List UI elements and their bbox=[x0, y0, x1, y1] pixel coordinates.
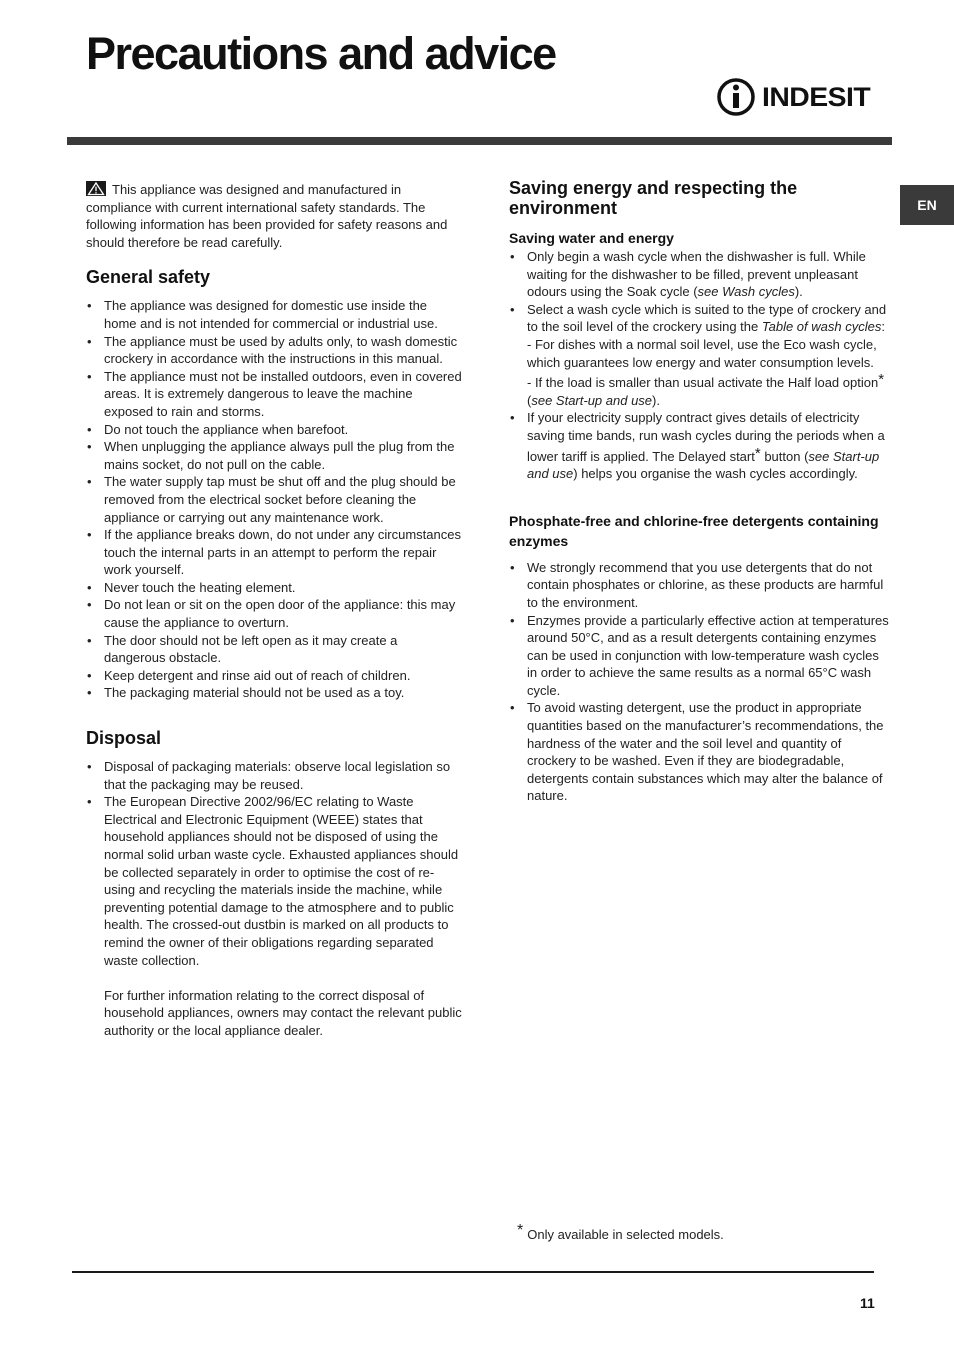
list-item: • Never touch the heating element. bbox=[86, 579, 462, 597]
list-item: • The packaging material should not be used as a toy. bbox=[86, 684, 462, 702]
list-item: • Keep detergent and rinse aid out of reach of children. bbox=[86, 667, 462, 685]
list-item: • Do not lean or sit on the open door of the appliance: this may cause the appliance to overturn. bbox=[86, 596, 462, 631]
list-item: • The appliance was designed for domestic use inside the home and is not intended for commercial or industrial use. bbox=[86, 297, 462, 332]
disposal-list bbox=[86, 758, 462, 1040]
list-item bbox=[86, 793, 462, 1039]
right-column bbox=[509, 178, 889, 805]
list-item: • The water supply tap must be shut off and the plug should be removed from the electrical socket before cleaning the appliance or carrying out any maintenance work. bbox=[86, 473, 462, 526]
list-item: • If the appliance breaks down, do not under any circumstances touch the internal parts in an attempt to perform the repair work yourself. bbox=[86, 526, 462, 579]
list-item: • Do not touch the appliance when barefoot. bbox=[86, 421, 462, 439]
warning-icon bbox=[86, 181, 106, 196]
saving-energy-heading: Saving energy and respecting the environment bbox=[509, 178, 798, 218]
list-item: • Enzymes provide a particularly effective action at temperatures around 50°C, and as a result detergents containing enzymes can be used in conjunction with low-temperature wash cycles in order to achieve the same results as a normal 65°C wash cycle. bbox=[509, 612, 889, 700]
footnote-mark: * bbox=[517, 1222, 524, 1239]
intro-text: This appliance was designed and manufactured in compliance with current international safety standards. The following information has been provided for safety reasons and should therefore be read carefully. bbox=[86, 182, 448, 250]
general-safety-list bbox=[86, 297, 462, 702]
header-rule bbox=[67, 137, 892, 145]
list-item: • Select a wash cycle which is suited to the type of crockery and to the soil level of the crockery using the Table of wash cycles: - For dishes with a normal soil level, use the Eco wash cycle, which guarantees low energy and water consumption levels. - If the load is smaller than usual activate the Half load option* (see Start-up and use). bbox=[509, 301, 889, 410]
list-item: • The appliance must be used by adults only, to wash domestic crockery in accordance with the instructions in this manual. bbox=[86, 333, 462, 368]
cross-reference: see Start-up and use bbox=[531, 392, 653, 408]
general-safety-heading: General safety bbox=[86, 267, 211, 288]
weee-text: • The European Directive 2002/96/EC relating to Waste Electrical and Electronic Equipment (WEEE) states that household appliances should not be disposed of using the normal solid urban waste cycle. Exhausted appliances should be collected separately in order to optimise the cost of re-using and recycling the materials inside the machine, while preventing potential damage to the atmosphere and to public health. The crossed-out dustbin is marked on all products to remind the owner of their obligations regarding separated waste collection. bbox=[104, 794, 459, 968]
brand-logo bbox=[716, 77, 871, 117]
page-number: 11 bbox=[860, 1295, 875, 1311]
sub-note: - If the load is smaller than usual activate the Half load option* (see Start-up and use). bbox=[527, 371, 885, 408]
list-item: • If your electricity supply contract gives details of electricity saving time bands, run wash cycles during the periods when a lower tariff is applied. The Delayed start* button (see Start-up and use) helps you organise the wash cycles accordingly. bbox=[509, 409, 889, 482]
saving-water-list bbox=[509, 248, 889, 483]
brand-name: INDESIT bbox=[762, 81, 871, 112]
intro-paragraph bbox=[86, 181, 462, 251]
indesit-logo-icon bbox=[716, 77, 756, 117]
left-column bbox=[86, 181, 462, 1040]
cross-reference: Table of wash cycles bbox=[761, 319, 882, 335]
list-item: • Disposal of packaging materials: observe local legislation so that the packaging may be reused. bbox=[86, 758, 462, 793]
page-title: Precautions and advice bbox=[86, 28, 556, 79]
cross-reference: see Start-up and use bbox=[527, 448, 880, 482]
sub-note: - For dishes with a normal soil level, use the Eco wash cycle, which guarantees low energy and water consumption levels. bbox=[527, 336, 877, 370]
disposal-heading: Disposal bbox=[86, 728, 162, 749]
list-item: • We strongly recommend that you use detergents that do not contain phosphates or chlorine, as these products are harmful to the environment. bbox=[509, 559, 889, 612]
list-item: • To avoid wasting detergent, use the product in appropriate quantities based on the manufacturer’s recommendations, the hardness of the water and the soil level and quantity of crockery to be washed. Even if they are biodegradable, detergents contain substances which may alter the balance of nature. bbox=[509, 699, 889, 805]
cross-reference: see Wash cycles bbox=[697, 284, 795, 300]
saving-water-subheading: Saving water and energy bbox=[509, 230, 674, 246]
list-item: • When unplugging the appliance always pull the plug from the mains socket, do not pull on the cable. bbox=[86, 438, 462, 473]
list-item: • The door should not be left open as it may create a dangerous obstacle. bbox=[86, 632, 462, 667]
disposal-extra-text: For further information relating to the correct disposal of household appliances, owners may contact the relevant public authority or the local appliance dealer. bbox=[104, 987, 462, 1038]
detergents-subheading: Phosphate-free and chlorine-free detergents containing enzymes bbox=[509, 512, 879, 549]
detergents-list bbox=[509, 559, 889, 805]
footnote bbox=[517, 1222, 724, 1242]
language-tab: EN bbox=[900, 185, 954, 225]
footer-rule bbox=[72, 1271, 874, 1273]
footnote-text: Only available in selected models. bbox=[527, 1227, 724, 1242]
list-item: • Only begin a wash cycle when the dishwasher is full. While waiting for the dishwasher to be filled, prevent unpleasant odours using the Soak cycle (see Wash cycles). bbox=[509, 248, 889, 301]
list-item: • The appliance must not be installed outdoors, even in covered areas. It is extremely dangerous to leave the machine exposed to rain and storms. bbox=[86, 368, 462, 421]
